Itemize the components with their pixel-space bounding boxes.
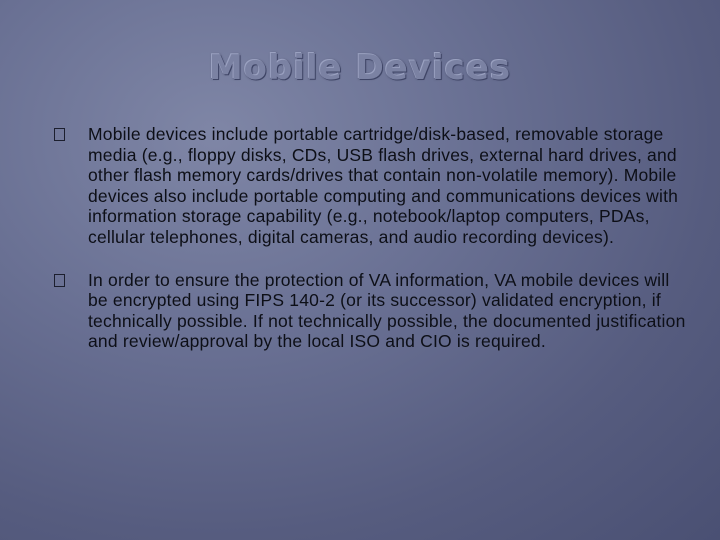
bullet-text: Mobile devices include portable cartridge/disk-based, removable storage media (e.g., floppy disks, CDs, USB flash drives, external hard drives, and other flash memory cards/drives that contain non-volatile memory). Mobile devices also include portable computing and communications devices with information storage capability (e.g., notebook/laptop computers, PDAs, cellular telephones, digital cameras, and audio recording devices). <box>88 124 679 247</box>
square-bullet-icon <box>54 274 65 287</box>
bullet-list <box>54 124 694 374</box>
bullet-item-mobile-devices-definition <box>54 124 694 248</box>
slide-title: Mobile Devices <box>208 48 512 88</box>
bullet-text: In order to ensure the protection of VA information, VA mobile devices will be encrypted using FIPS 140-2 (or its successor) validated encryption, if technically possible. If not technically possible, the documented justification and review/approval by the local ISO and CIO is required. <box>88 269 686 352</box>
square-bullet-icon <box>54 128 65 141</box>
bullet-item-encryption-requirement <box>54 270 694 352</box>
